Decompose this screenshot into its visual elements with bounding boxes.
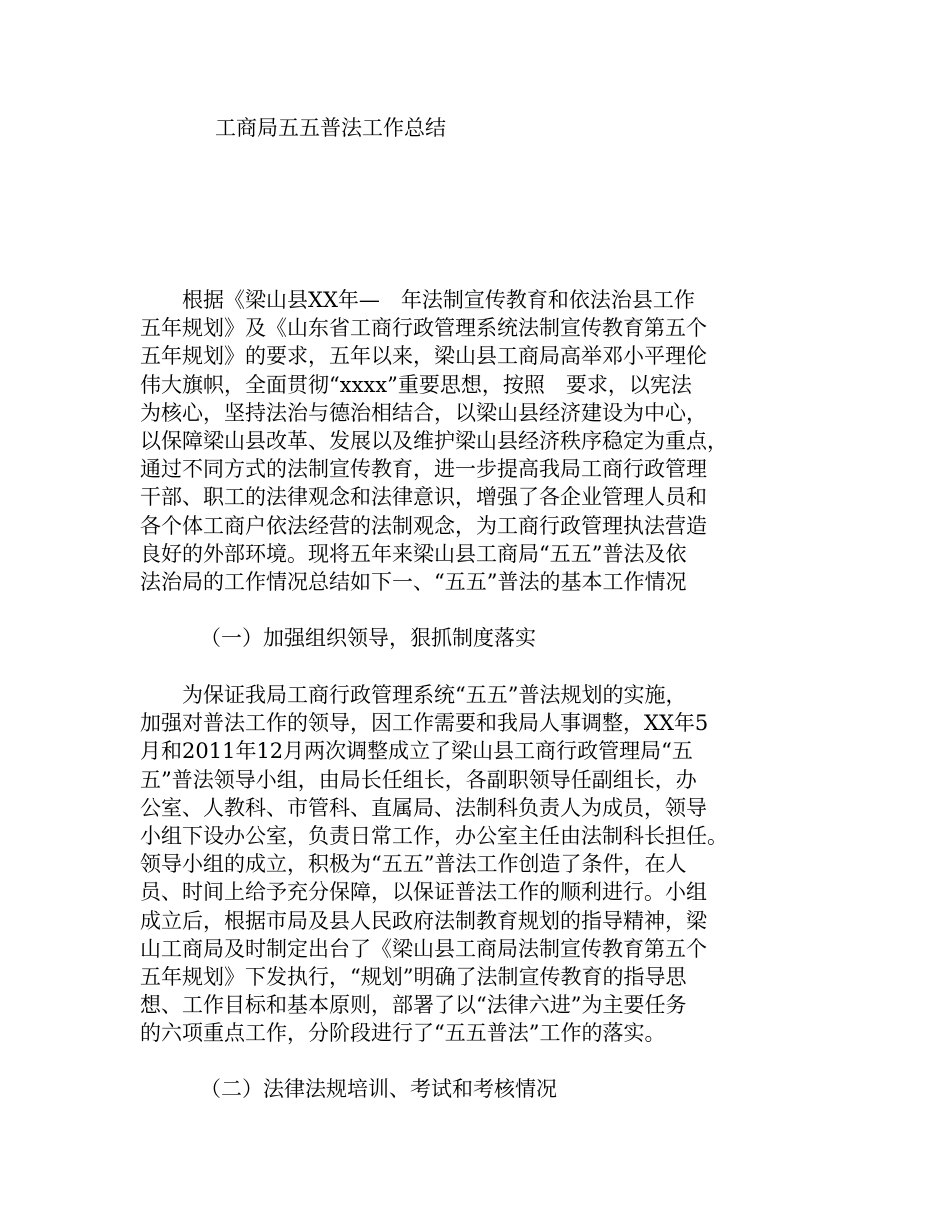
text-line: 法治局的工作情况总结如下一、“五五”普法的基本工作情况	[140, 570, 687, 595]
text-line: 山工商局及时制定出台了《梁山县工商局法制宣传教育第五个	[140, 936, 707, 961]
section-heading-1	[200, 624, 880, 652]
text-line: 加强对普法工作的领导，因工作需要和我局人事调整，XX年5	[140, 711, 709, 736]
paragraph-organization	[140, 681, 820, 1048]
text-line: 领导小组的成立，积极为“五五”普法工作创造了条件，在人	[140, 852, 687, 877]
text-line: 想、工作目标和基本原则，部署了以“法律六进”为主要任务	[140, 993, 687, 1018]
text-line: 伟大旗帜，全面贯彻“xxxx”重要思想，按照 要求，以宪法	[140, 372, 692, 397]
text-line: 根据《梁山县XX年— 年法制宣传教育和依法治县工作	[140, 288, 695, 312]
text-line: 五年规划》的要求，五年以来，梁山县工商局高举邓小平理伦	[140, 344, 707, 369]
heading-text: （一）加强组织领导，狠抓制度落实	[200, 626, 536, 650]
text-line: 干部、职工的法律观念和法律意识，增强了各企业管理人员和	[140, 485, 707, 510]
text-line: 的六项重点工作，分阶段进行了“五五普法”工作的落实。	[140, 1021, 666, 1046]
text-line: 良好的外部环境。现将五年来梁山县工商局“五五”普法及依	[140, 541, 687, 566]
heading-text: （二）法律法规培训、考试和考核情况	[200, 1077, 557, 1101]
text-line: 小组下设办公室，负责日常工作，办公室主任由法制科长担任。	[140, 824, 728, 849]
text-line: 五年规划》及《山东省工商行政管理系统法制宣传教育第五个	[140, 316, 707, 341]
text-line: 各个体工商户依法经营的法制观念，为工商行政管理执法营造	[140, 513, 707, 538]
document-title: 工商局五五普法工作总结	[215, 116, 446, 140]
text-line: 为核心，坚持法治与德治相结合，以梁山县经济建设为中心，	[140, 400, 707, 425]
text-line: 五”普法领导小组，由局长任组长，各副职领导任副组长，办	[140, 767, 697, 792]
text-line: 成立后，根据市局及县人民政府法制教育规划的指导精神，梁	[140, 908, 707, 933]
text-line: 为保证我局工商行政管理系统“五五”普法规划的实施，	[140, 683, 687, 707]
text-line: 以保障梁山县改革、发展以及维护梁山县经济秩序稳定为重点，	[140, 429, 728, 454]
text-line: 员、时间上给予充分保障，以保证普法工作的顺利进行。小组	[140, 880, 707, 905]
text-line: 五年规划》下发执行，“规划”明确了法制宣传教育的指导思	[140, 965, 687, 990]
text-line: 公室、人教科、市管科、直属局、法制科负责人为成员，领导	[140, 795, 707, 820]
section-heading-2	[200, 1075, 880, 1103]
paragraph-intro	[140, 286, 820, 596]
text-line: 月和2011年12月两次调整成立了梁山县工商行政管理局“五	[140, 739, 693, 764]
text-line: 通过不同方式的法制宣传教育，进一步提高我局工商行政管理	[140, 457, 707, 482]
